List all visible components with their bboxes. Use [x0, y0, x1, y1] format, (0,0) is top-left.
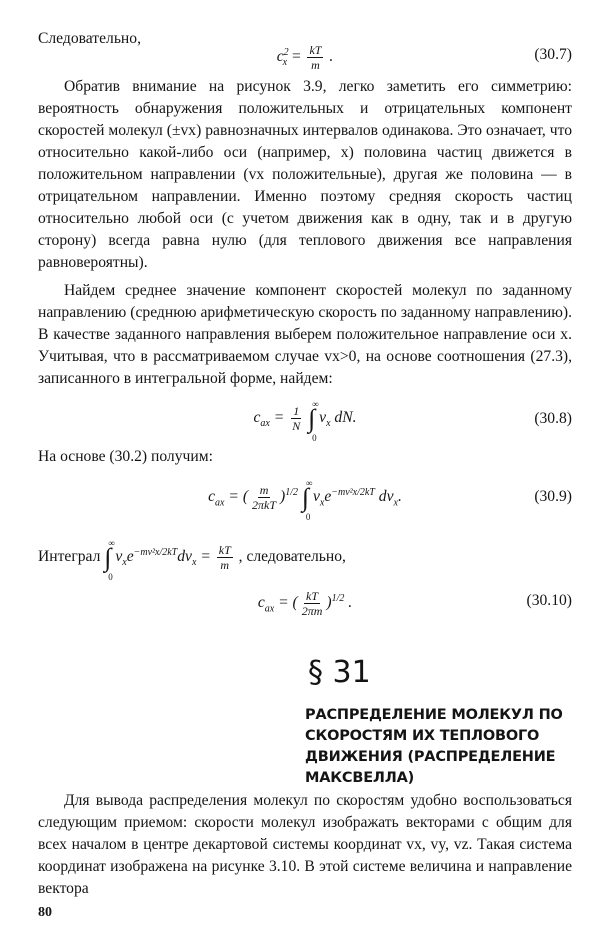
equation-label: (30.10) — [526, 592, 572, 609]
equation-30-7: $c^2_x$ = $\frac{kT}{m}$ . (30.7) — [276, 43, 572, 73]
intro-text: Следовательно, — [38, 30, 141, 47]
equation-30-10: $c_{ax}$ = ( $\frac{kT}{2\pi m}$ )$^{1/2}$ . (30.10) — [257, 589, 572, 619]
section-number: § 31 — [308, 655, 371, 690]
section-title: РАСПРЕДЕЛЕНИЕ МОЛЕКУЛ ПО СКОРОСТЯМ ИХ ТЕПЛОВОГО ДВИЖЕНИЯ (РАСПРЕДЕЛЕНИЕ МАКСВЕЛЛА) — [305, 707, 563, 786]
paragraph: Для вывода распределения молекул по скоростям удобно воспользоваться следующим приемом: скорости молекул изображать векторами с общим для всех началом в центре декартовой системы координат vx, vy, vz. Такая система координат изображена на рисунке 3.10. В этой системе величина и направление вектора — [38, 792, 572, 897]
equation-30-8: $c_{ax}$ = $\frac{1}{N}$ ∫ ∞ 0 $v_x$ dN. (30.8) — [253, 398, 572, 443]
paragraph: Обратив внимание на рисунок 3.9, легко заметить его симметрию: вероятность обнаружения положительных и отрицательных компонент скоростей молекул (±vx) равнозначных интервалов одинакова. Это означает, что относительно какой-либо оси (например, x) половина частиц движется в положительном направлении (vx положительные), другая же половина — в отрицательном направлении. Именно поэтому средняя скорость частиц относительно любой оси (с учетом движения как в одну, так и в другую сторону) всегда равна нулю (для теплового движения все направления равновероятны). — [38, 78, 572, 271]
page-body — [38, 28, 572, 626]
integral-prefix: Интеграл — [38, 548, 101, 566]
equation-label: (30.9) — [534, 488, 572, 505]
integral-suffix: , следовательно, — [238, 548, 346, 566]
paragraph: На основе (30.2) получим: — [38, 448, 213, 465]
equation-30-9: $c_{ax}$ = ( $\frac{m}{\text{2πkT}}$ )$^{1/2}$ ∫ ∞ 0 $v_xe^{-mv^2x/2kT}$ $dv_x$. (30.9) — [208, 477, 572, 522]
equation-label: (30.7) — [534, 46, 572, 63]
integral-line: Интеграл ∫ ∞ 0 $v_xe^{-mv^2x/2kT}dv_x$ = $\frac{kT}{m}$ , следовательно, — [38, 537, 346, 582]
paragraph: Найдем среднее значение компонент скоростей молекул по заданному направлению (среднюю арифметическую скорость по заданному направлению). В качестве заданного направления выберем положительное направление оси x. Учитывая, что в рассматриваемом случае vx>0, на основе соотношения (27.3), записанного в интегральной форме, найдем: — [38, 282, 572, 387]
page-number: 80 — [38, 905, 52, 920]
equation-label: (30.8) — [534, 410, 572, 427]
